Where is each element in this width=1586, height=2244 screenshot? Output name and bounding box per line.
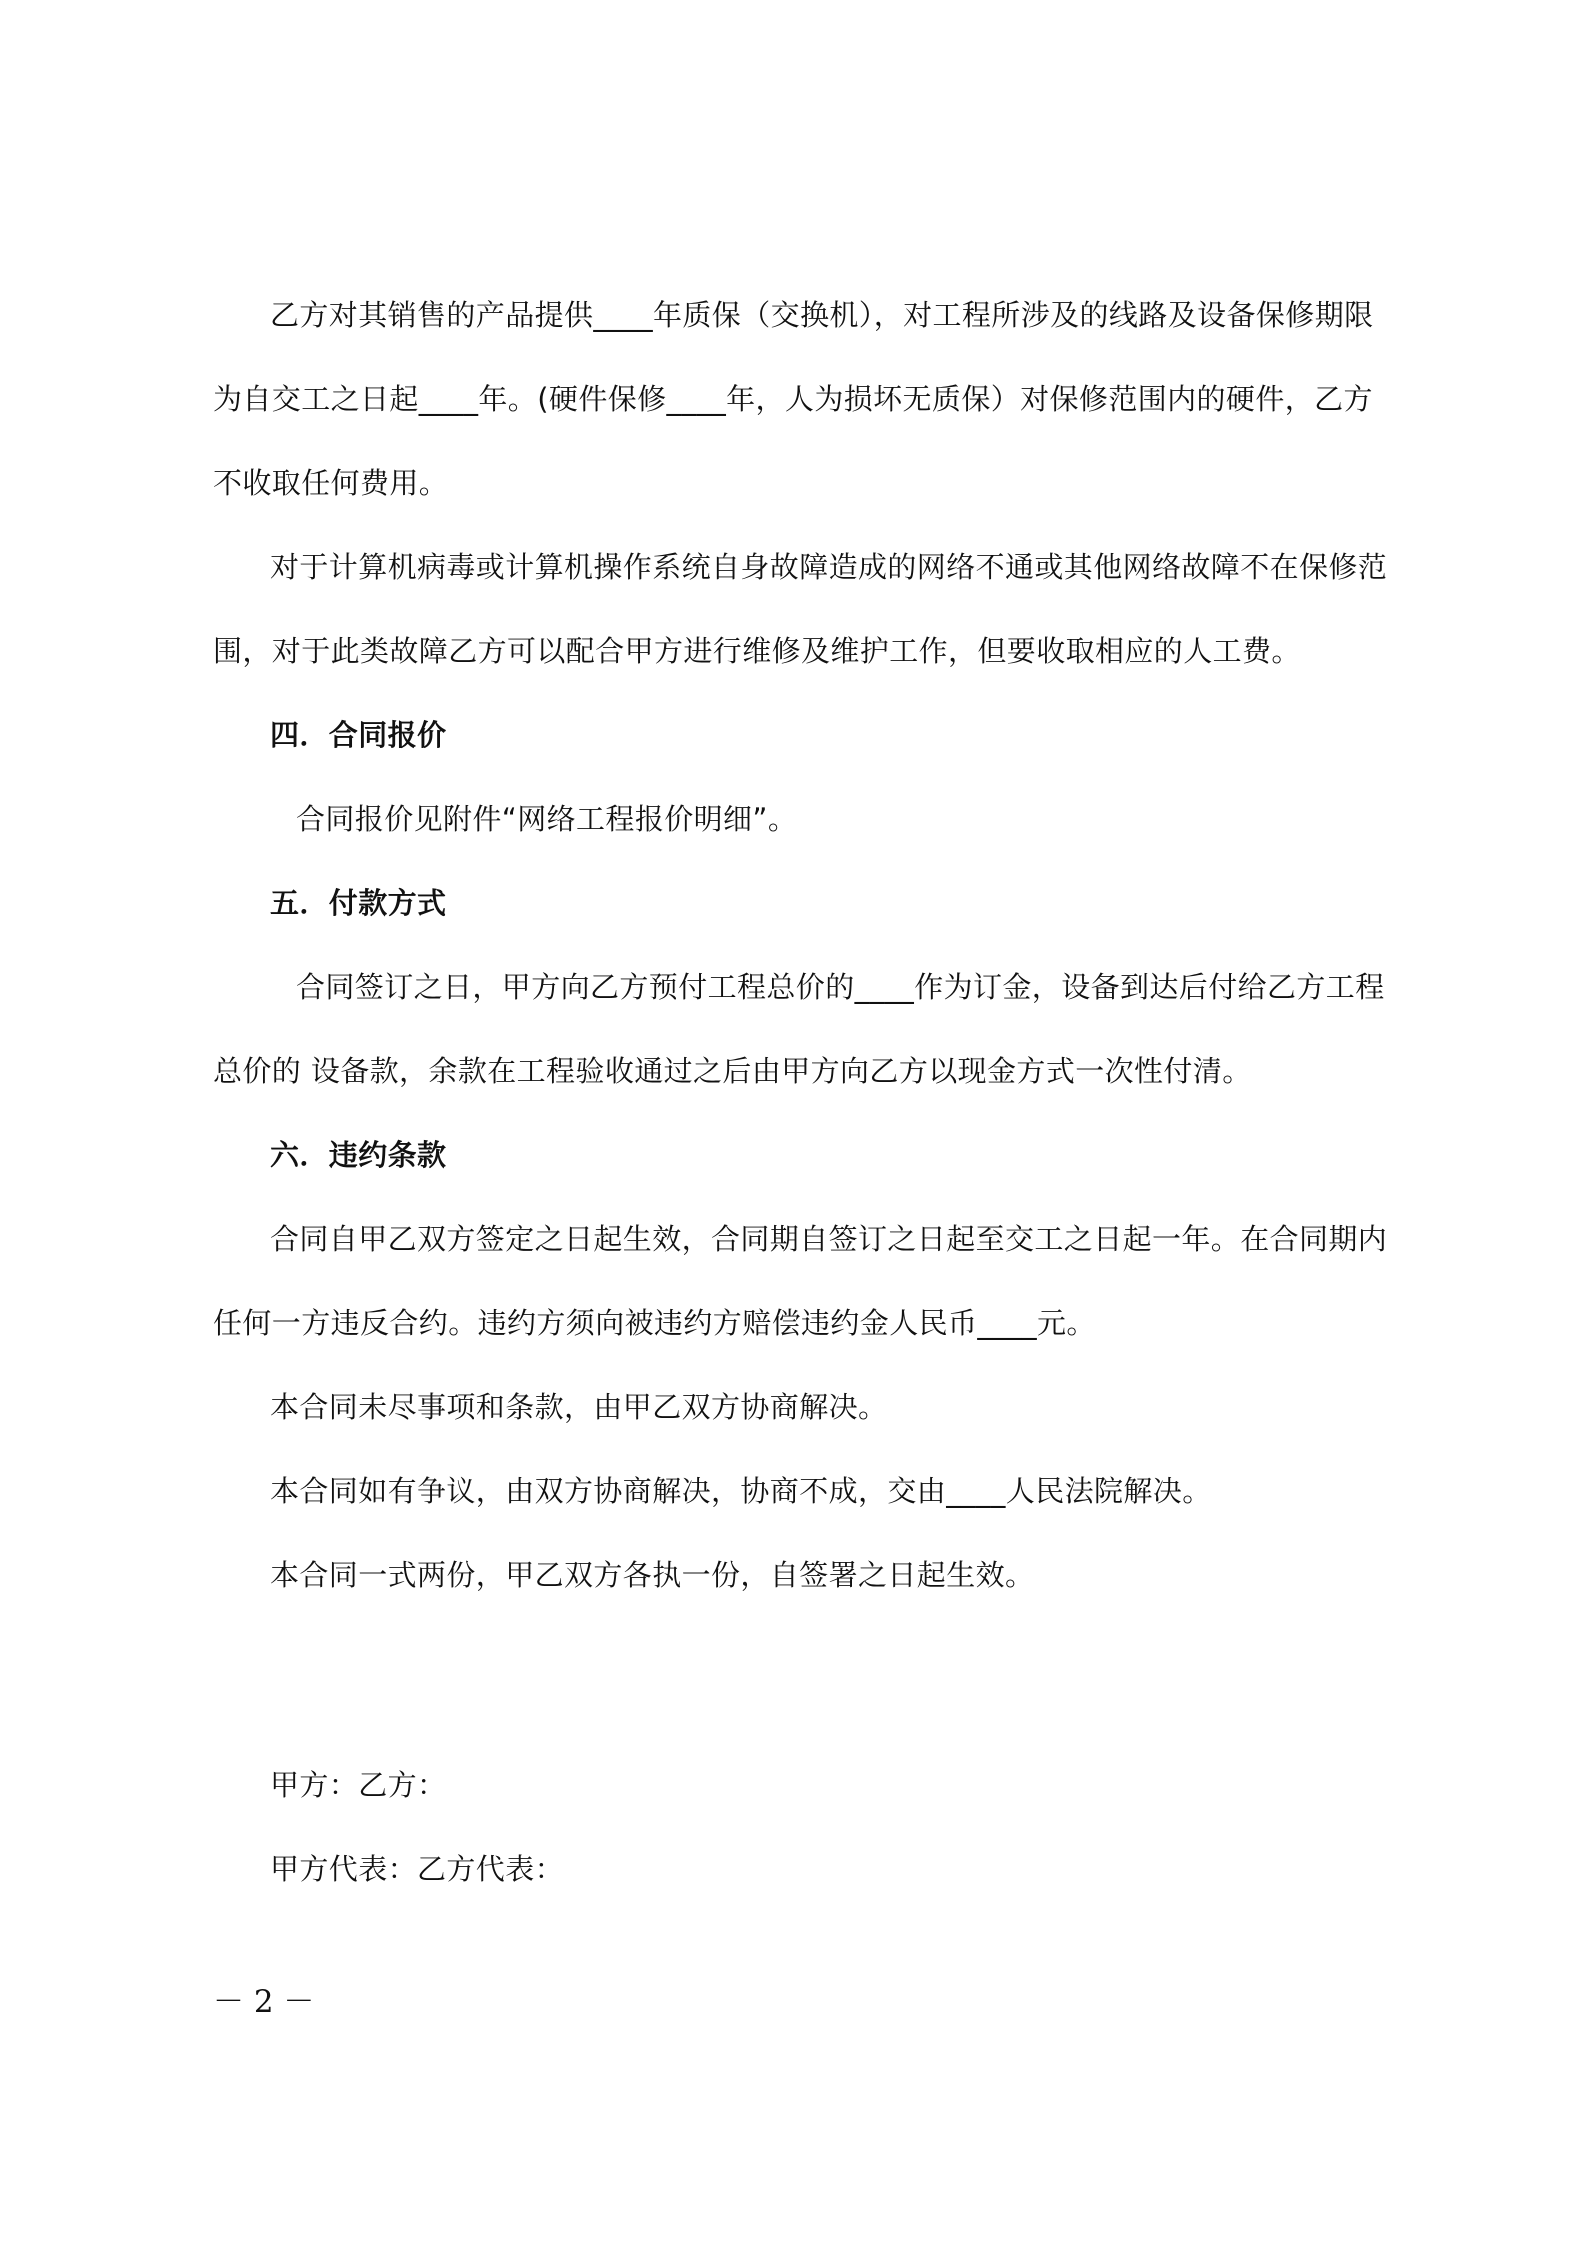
section-5-line-1: 合同签订之日，甲方向乙方预付工程总价的____作为订金，设备到达后付给乙方工程 [296, 970, 1385, 1004]
section-5-heading: 五．付款方式 [270, 886, 447, 920]
exclusion-paragraph-line-1: 对于计算机病毒或计算机操作系统自身故障造成的网络不通或其他网络故障不在保修范 [270, 550, 1388, 584]
section-5-line-2: 总价的 设备款，余款在工程验收通过之后由甲方向乙方以现金方式一次性付清。 [213, 1054, 1252, 1088]
warranty-paragraph-line-3: 不收取任何费用。 [213, 466, 449, 500]
signature-representatives: 甲方代表：乙方代表： [270, 1852, 565, 1886]
signature-parties: 甲方：乙方： [270, 1768, 447, 1802]
section-6-clause-3: 本合同一式两份，甲乙双方各执一份，自签署之日起生效。 [270, 1558, 1035, 1592]
warranty-paragraph-line-1: 乙方对其销售的产品提供____年质保（交换机），对工程所涉及的线路及设备保修期限 [270, 298, 1374, 332]
section-6-clause-1: 本合同未尽事项和条款，由甲乙双方协商解决。 [270, 1390, 888, 1424]
warranty-paragraph-line-2: 为自交工之日起____年。(硬件保修____年，人为损坏无质保）对保修范围内的硬件，乙方 [213, 382, 1373, 416]
page-number: － 2 － [213, 1984, 315, 2020]
section-6-line-2: 任何一方违反合约。违约方须向被违约方赔偿违约金人民币____元。 [213, 1306, 1096, 1340]
section-6-clause-2: 本合同如有争议，由双方协商解决，协商不成，交由____人民法院解决。 [270, 1474, 1212, 1508]
section-4-body: 合同报价见附件“网络工程报价明细”。 [296, 802, 798, 836]
exclusion-paragraph-line-2: 围，对于此类故障乙方可以配合甲方进行维修及维护工作，但要收取相应的人工费。 [213, 634, 1301, 668]
section-6-heading: 六．违约条款 [270, 1138, 447, 1172]
section-4-heading: 四．合同报价 [270, 718, 447, 752]
section-6-line-1: 合同自甲乙双方签定之日起生效，合同期自签订之日起至交工之日起一年。在合同期内 [270, 1222, 1388, 1256]
